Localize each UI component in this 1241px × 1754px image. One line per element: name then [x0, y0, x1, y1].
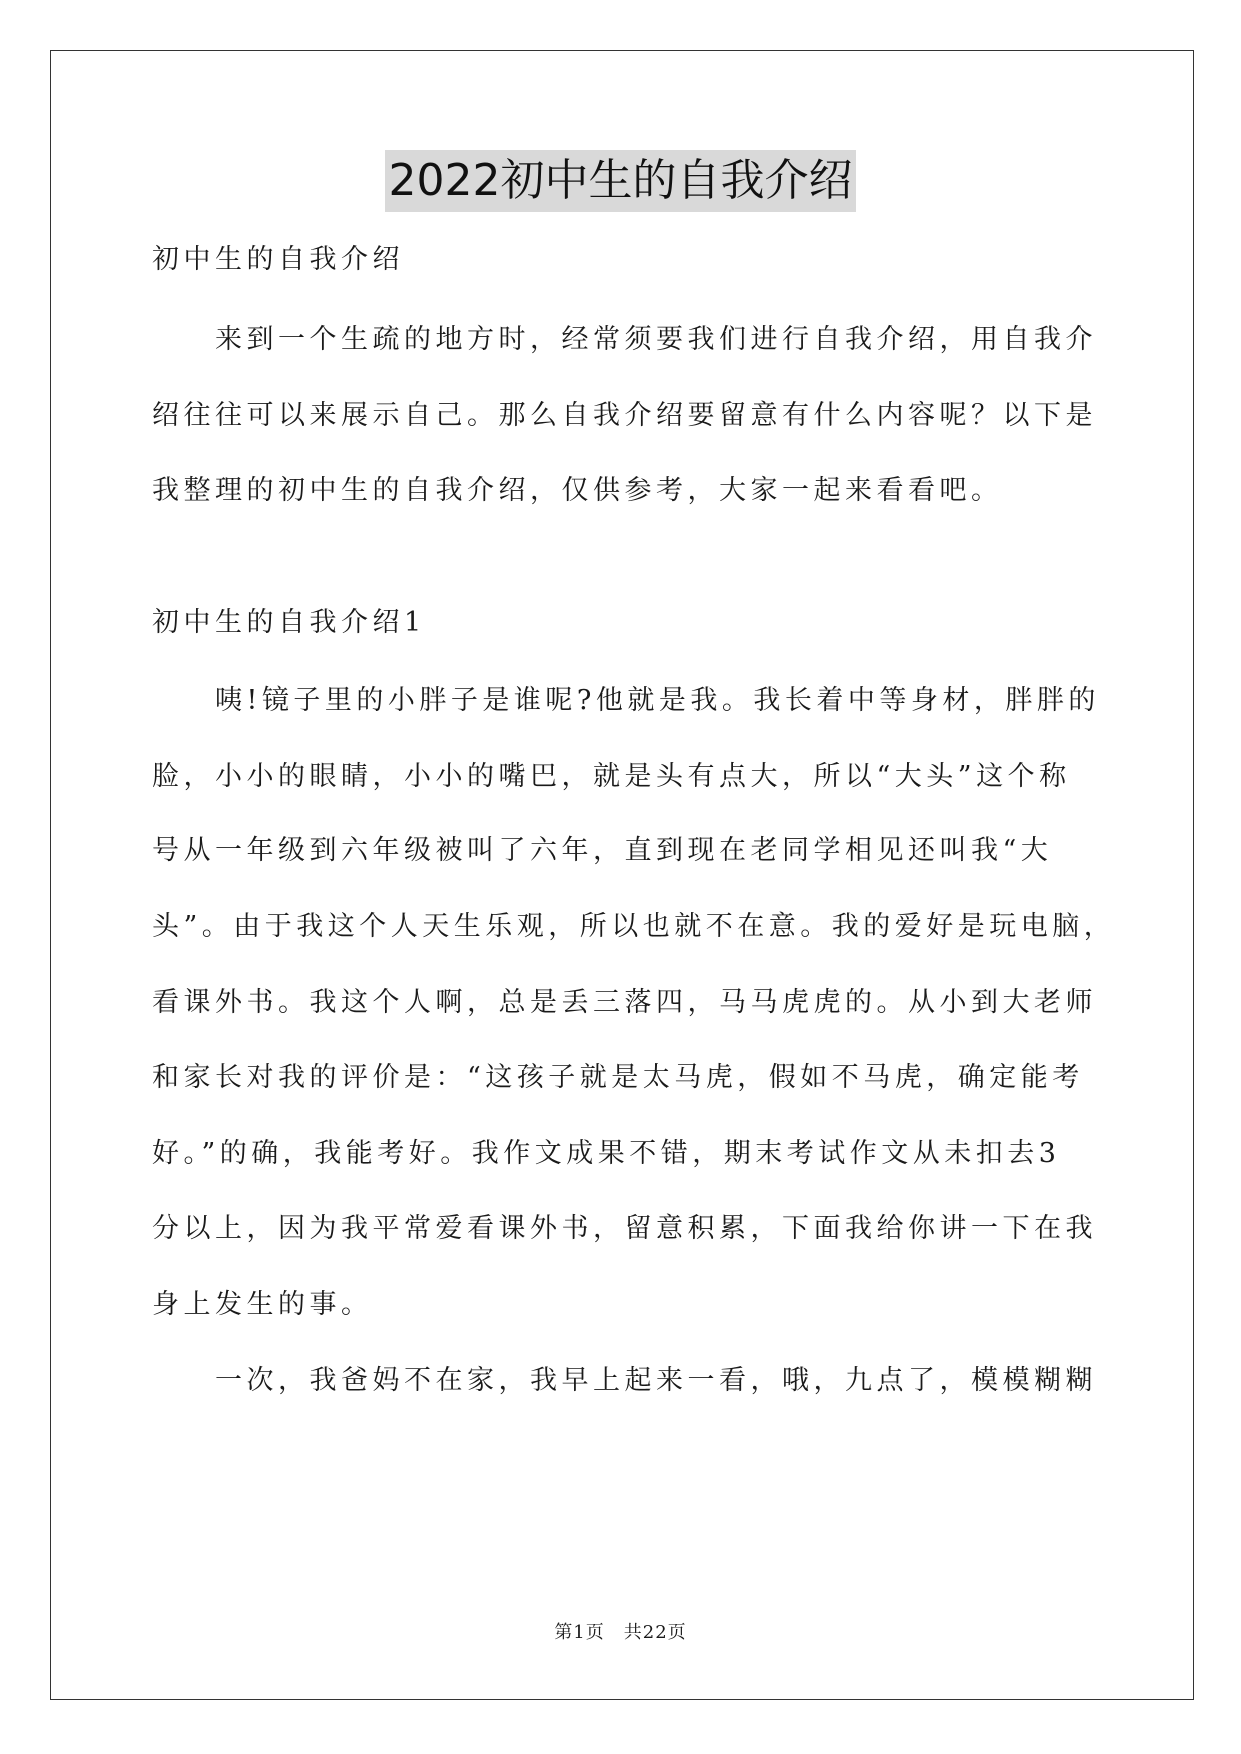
page-footer: 第1页 共22页 — [554, 1622, 687, 1643]
paragraph-line: 分以上，因为我平常爱看课外书，留意积累，下面我给你讲一下在我 — [152, 1213, 1097, 1244]
section-heading: 初中生的自我介绍 — [152, 244, 404, 275]
paragraph-line: 我整理的初中生的自我介绍，仅供参考，大家一起来看看吧。 — [152, 475, 1003, 506]
paragraph-line: 看课外书。我这个人啊，总是丢三落四，马马虎虎的。从小到大老师 — [152, 987, 1097, 1018]
paragraph-line: 和家长对我的评价是：“这孩子就是太马虎，假如不马虎，确定能考 — [152, 1062, 1084, 1093]
paragraph-line: 身上发生的事。 — [152, 1289, 373, 1320]
paragraph-line: 头”。由于我这个人天生乐观，所以也就不在意。我的爱好是玩电脑， — [152, 911, 1116, 942]
paragraph-line: 好。”的确，我能考好。我作文成果不错，期末考试作文从未扣去3 — [152, 1138, 1061, 1169]
page-border — [50, 50, 1194, 1700]
paragraph-line: 一次，我爸妈不在家，我早上起来一看，哦，九点了，模模糊糊 — [152, 1365, 1097, 1396]
section-heading: 初中生的自我介绍1 — [152, 607, 426, 638]
title-container — [0, 150, 1241, 212]
paragraph-line: 绍往往可以来展示自己。那么自我介绍要留意有什么内容呢？以下是 — [152, 400, 1097, 431]
paragraph-line: 号从一年级到六年级被叫了六年，直到现在老同学相见还叫我“大 — [152, 835, 1053, 866]
paragraph-line: 来到一个生疏的地方时，经常须要我们进行自我介绍，用自我介 — [152, 324, 1097, 355]
paragraph-line: 咦!镜子里的小胖子是谁呢?他就是我。我长着中等身材，胖胖的 — [152, 685, 1100, 716]
paragraph-line: 脸，小小的眼睛，小小的嘴巴，就是头有点大，所以“大头”这个称 — [152, 761, 1071, 792]
document-title: 2022初中生的自我介绍 — [385, 150, 857, 212]
